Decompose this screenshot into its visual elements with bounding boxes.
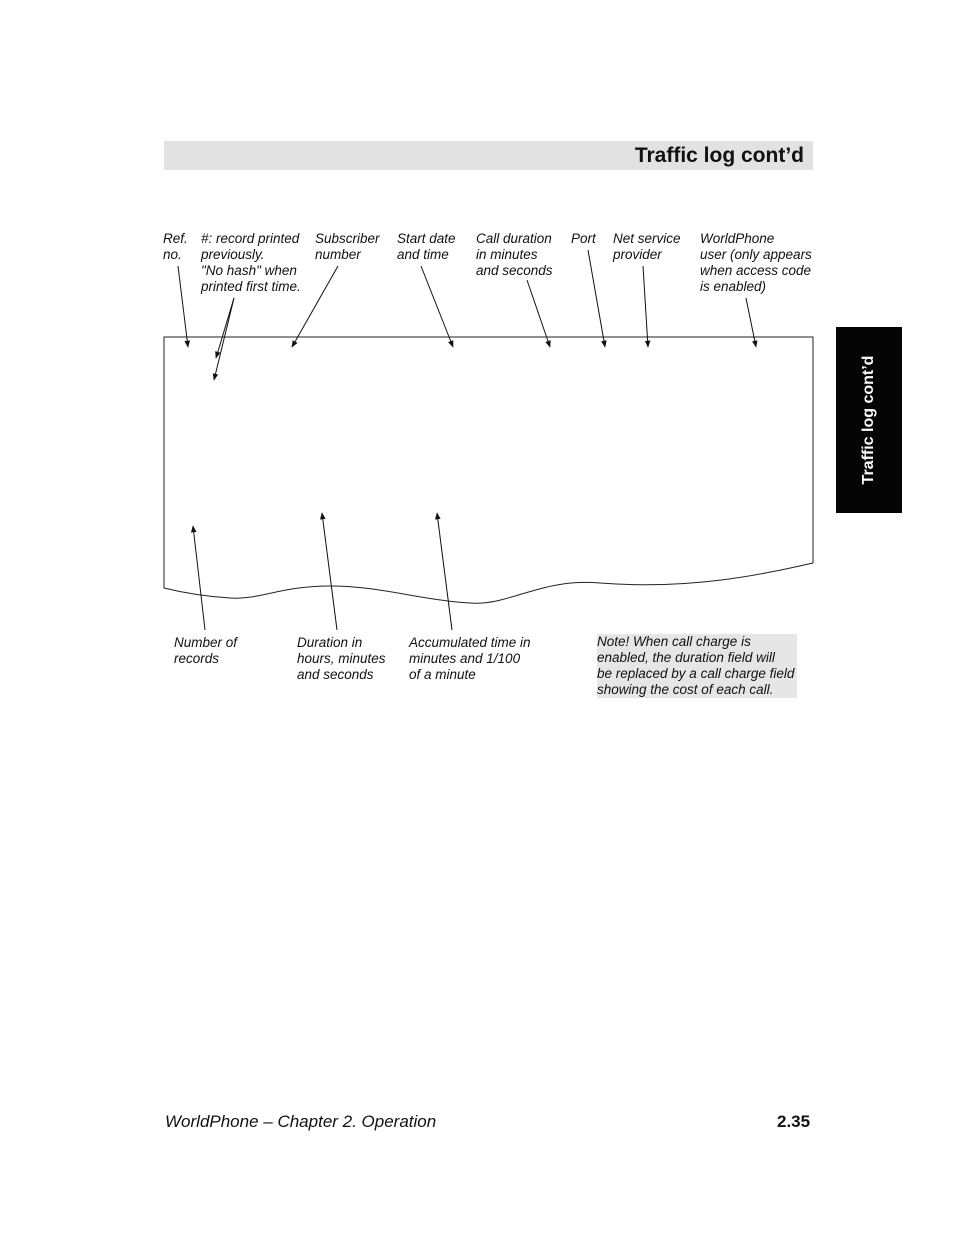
label-duration: Duration in hours, minutes and seconds <box>297 635 386 682</box>
page-title: Traffic log cont’d <box>634 144 804 167</box>
label-subscriber: Subscriber number <box>315 231 380 262</box>
arrow-port <box>588 250 605 347</box>
side-tab-label: Traffic log cont’d <box>860 355 877 485</box>
label-ref-no: Ref. no. <box>163 231 188 262</box>
printout-paper <box>164 337 813 603</box>
label-start-date: Start date and time <box>397 231 456 262</box>
arrow-start-date <box>421 266 453 347</box>
page-number: 2.35 <box>777 1112 811 1131</box>
note-box: Note! When call charge is enabled, the duration field will be replaced by a call charge field showing the cost of each call. <box>597 634 797 698</box>
label-worldphone-user: WorldPhone user (only appears when access code is enabled) <box>700 231 812 294</box>
label-port: Port <box>571 231 596 246</box>
footer-chapter: WorldPhone – Chapter 2. Operation <box>165 1112 437 1131</box>
arrow-ref-no <box>178 266 188 347</box>
label-records: Number of records <box>174 635 238 666</box>
arrow-net-service <box>643 266 648 347</box>
label-net-service: Net service provider <box>613 231 681 262</box>
label-hash: #: record printed previously. "No hash" when printed first time. <box>201 231 301 294</box>
label-accumulated: Accumulated time in minutes and 1/100 of a minute <box>409 635 531 682</box>
label-call-duration: Call duration in minutes and seconds <box>476 231 553 278</box>
